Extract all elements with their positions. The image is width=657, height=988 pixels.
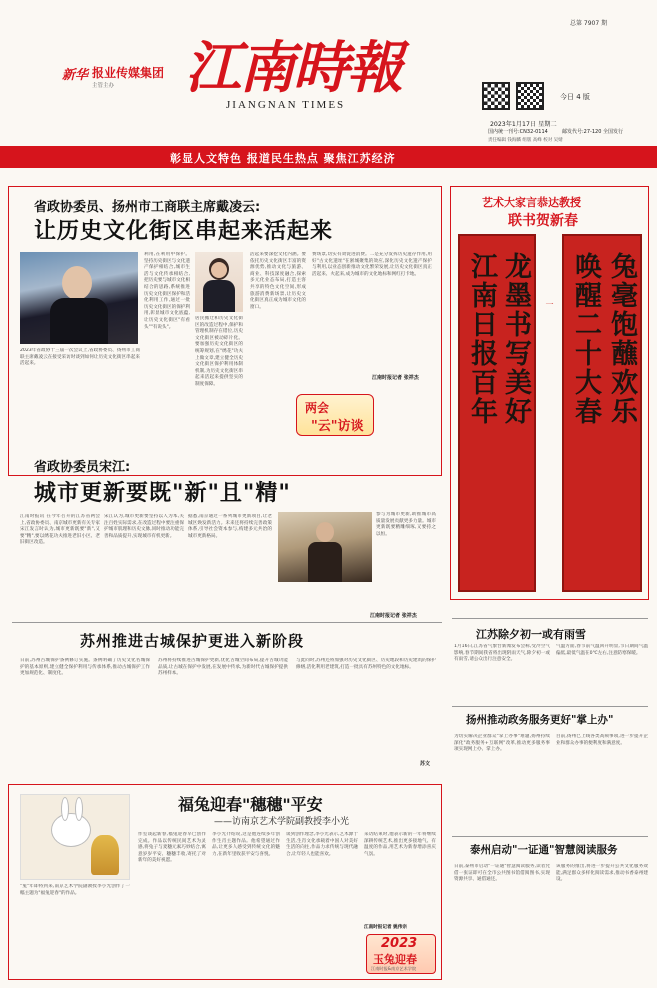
couplet-center-divider (544, 300, 554, 540)
rabbit-artwork-icon (51, 813, 91, 847)
interview-logo-line1: 两会 (305, 401, 330, 415)
story4-byline: 江南时报记者 姚伟宗 (364, 925, 407, 930)
story4-headline: 福兔迎春"穗穗"平安 (178, 795, 323, 814)
story3-body-c: 与此同时,苏州还将加强对历史文化街区、历史地段和历史建筑的保护修缮,活化利用老建筑,打造一批具有苏州特色的文化地标。 (296, 658, 436, 670)
interview-logo (296, 394, 374, 436)
story4-badge-text: 玉兔迎春 (373, 953, 417, 966)
slogan-band (0, 146, 657, 168)
masthead (0, 0, 657, 180)
story4-badge-sub: 江南时报&南京艺术学院 (371, 966, 417, 971)
license-body: 日前,泰州市启动"一证通"智慧阅读服务,读者凭借一张证即可在全市公共图书馆借阅图书,实现资源共享、通借通还。 (454, 864, 550, 883)
story1-photo (20, 252, 138, 344)
story3-byline: 苏文 (420, 761, 431, 767)
license-headline: 泰州启动"一证通"智慧阅读服务 (470, 844, 618, 856)
couplet-title1: 艺术大家言恭达教授 (482, 196, 581, 209)
weather-body: 1月16日,江苏省气象台新闻发布会称,受冷空气影响,春节期间我省将出现阴雨天气,除夕初一或有雨雪,请公众出行注意安全。 (454, 644, 550, 663)
story1-kicker: 省政协委员、扬州市工商联主席戴凌云: (34, 200, 261, 215)
slogan-text: 彰显人文特色 报道民生热点 聚焦江苏经济 (170, 152, 396, 165)
story2-body-b: 宋江认为,城市更新要坚持以人为本,关注百姓实际需求,在改造过程中要注重保护城市肌理和历史文脉,同时推动功能完善和品质提升,实现城市有机更新。 (104, 514, 184, 539)
group-logo-mark: 新华 (62, 68, 89, 83)
cn-code: 国内统一刊号:CN32-0114 (488, 129, 548, 135)
couplet-right-text-b: 唤醒二十大春 (570, 252, 601, 426)
qr-code-right (516, 82, 544, 110)
story1-caption: 2023年省政协十三届一次会议上,省政协委员、扬州市工商联主席戴凌云在接受采访时谈到如何让历史文化街区串起来活起来。 (20, 348, 140, 367)
story4-caption: "兔"年即将到来,南京艺术学院副教授李小光创作了一幅主题为"福兔迎春"的作品。 (20, 884, 130, 896)
post-code: 邮发代号:27-120 全国发行 (562, 129, 623, 135)
couplet-scroll-left (458, 234, 536, 592)
newspaper-title: 江南時報 (185, 35, 401, 101)
service-body-2: 目前,扬州已上线各类高频事项,进一步提升企业和群众办事的便利度和满意度。 (556, 734, 648, 746)
group-name: 报业传媒集团 (92, 66, 165, 80)
story3-body-a: 日前,苏州古城保护条例修订实施。条例明确了历史文化名城保护的基本原则,建立健全保护利用与传承体系,推动古城保护工作更加规范化、制度化。 (20, 658, 150, 677)
story2-body-d: 参与为城市更新,助推城市高质量发展贡献更多力量。城市更新既要精雕细琢,又要持之以恒。 (376, 512, 436, 537)
rule-sidebar-3 (452, 836, 648, 837)
couplet-right-text: 兔毫饱蘸欢乐 (606, 252, 637, 426)
story4-body-c: 谈到创作理念,李小光表示,艺术源于生活,生肖文化承载着中国人对美好生活的向往,作品力求传统与现代融合,让年轻人也能喜欢。 (286, 832, 358, 857)
story2-headline: 城市更新要既"新"且"精" (34, 481, 291, 506)
total-issue: 总第 7907 期 (570, 20, 608, 27)
newspaper-pinyin: JIANGNAN TIMES (226, 99, 346, 111)
group-sub: 主管主办 (92, 83, 115, 89)
service-body: 为切实解决企业群众"掌上办事"难题,扬州持续深化"政务服务+互联网"改革,推动更多服务事项实现网上办、掌上办。 (454, 734, 550, 753)
story2-kicker: 省政协委员宋江: (34, 460, 131, 475)
group-logo (62, 64, 182, 94)
couplet-left-text: 龙墨书写美好 (500, 252, 531, 426)
story2-photo (278, 512, 372, 582)
couplet-center-mark: 一 (545, 300, 554, 308)
story2-body-a: 江南时报讯 在今年召开的江苏省两会上,省政协委员、南京城市更新有关专家宋江发言时认为,城市更新既要"新",又要"精",要以绣花功夫推进老旧小区、老旧街区改造。 (20, 514, 100, 546)
story4-badge (366, 934, 436, 974)
story1-portrait (195, 252, 243, 312)
story1-body-c: 活起来要深挖文化内涵。要依托历史文化街区丰富的资源优势,推动文化与旅游、商业、科技深度融合,探索多元化业态布局,打造主客共享的特色文化空间,形成旅游消费新场景,让历史文化街区真正成为城市文化的窗口。 (250, 252, 306, 310)
interview-logo-line2: "云"访谈 (311, 419, 364, 434)
story1-body-a: 利用,在利用中保护。坚持历史街区与文化遗产保护相结合,城市生活与文化传承相结合,把历史要与城市文化相结合的思路,系统推进历史文化街区保护和活化利用工作,通过一批历史文化街区的保护利用,彰显城市文化底蕴,让历史文化街区"有看头""有说头"。 (144, 252, 190, 330)
story3-body-b: 苏州将持续推进古城保护更新,优化古城空间布局,提升古城功能品质,让古城在保护中发展,在发展中传承,为新时代古城保护提供苏州样本。 (158, 658, 288, 677)
story1-headline: 让历史文化街区串起来活起来 (34, 219, 334, 244)
story4-body-d: 采访结束时,他表示新的一年将继续深耕传统艺术,推出更多接地气、有温度的作品,用艺术为新春增添喜庆气氛。 (364, 832, 436, 857)
story4-body-a: 作室谈起新春,福兔迎春早已创作完成。作品以传统民间艺术为灵感,将兔子与麦穗元素巧妙结合,寓意岁岁平安、穗穗丰收,寄托了对新年的美好祝愿。 (138, 832, 206, 864)
story2-body-c: 据悉,南京通过一系列城市更新项目,让老城区焕发新活力。未来还将持续完善政策体系,引导社会资本参与,构建多元共治的城市更新格局。 (188, 514, 272, 539)
rule-main-1 (12, 622, 442, 623)
rule-sidebar-2 (452, 706, 648, 707)
story1-byline: 江南时报记者 张祥杰 (372, 375, 419, 381)
story2-byline: 江南时报记者 张祥杰 (370, 613, 417, 619)
weather-body-2: 气温方面,春节前气温回升明显,节日期间气温偏低,最低气温在0℃左右,注意防寒保暖。 (556, 644, 648, 656)
rule-sidebar-1 (452, 618, 648, 619)
story4-badge-year: 2023 (381, 936, 418, 951)
story3-headline: 苏州推进古城保护更进入新阶段 (80, 632, 305, 650)
story4-body-b: 李小光介绍说,这是他连续多年创作生肖主题作品。他希望通过作品,让更多人感受到传统文化的魅力,在新年里收获平安与喜悦。 (212, 832, 280, 857)
qr-code-left (482, 82, 510, 110)
editors-line: 责任编辑 钱海麟 组版 高峰 校对 吴婧 (488, 138, 563, 143)
story4-subhead: ——访南京艺术学院副教授李小光 (214, 817, 350, 827)
weather-headline: 江苏除夕初一或有雨雪 (476, 628, 586, 641)
pages-today: 今日 4 版 (560, 93, 590, 101)
service-headline: 扬州推动政务服务更好"掌上办" (466, 714, 614, 726)
date-line: 2023年1月17日 星期二 (490, 121, 557, 128)
story1-body-d: 费场景,切实有效促进消费。二是充分发挥历史遗存作用,用好"古文化遗址"在浙城聚集的效应,深化历史文化遗产保护与利用,以业态创新推动文化繁荣发展,让历史文化街区真正活起来、火起来,成为城市的文化地标和网红打卡地。 (312, 252, 432, 277)
story1-body-b: 居民搬迁和历史文化街区的改造过程中,保护和管理机制存在错位,历史文化街区被动碎片化。要加强历史文化街区的统筹规划,在"绣花"功夫上做文章,建立健全历史文化街区保护利用体制机制,为历史文化街区串起来活起来提供坚实的制度保障。 (195, 316, 243, 387)
couplet-scroll-right (562, 234, 642, 592)
story4-artwork (20, 794, 130, 880)
couplet-title2: 联书贺新春 (508, 213, 578, 229)
license-body-2: 该服务的推出,将进一步提升公共文化服务效能,满足群众多样化阅读需求,推动书香泰州建设。 (556, 864, 648, 883)
couplet-left-text-b: 江南日报百年 (466, 252, 497, 426)
